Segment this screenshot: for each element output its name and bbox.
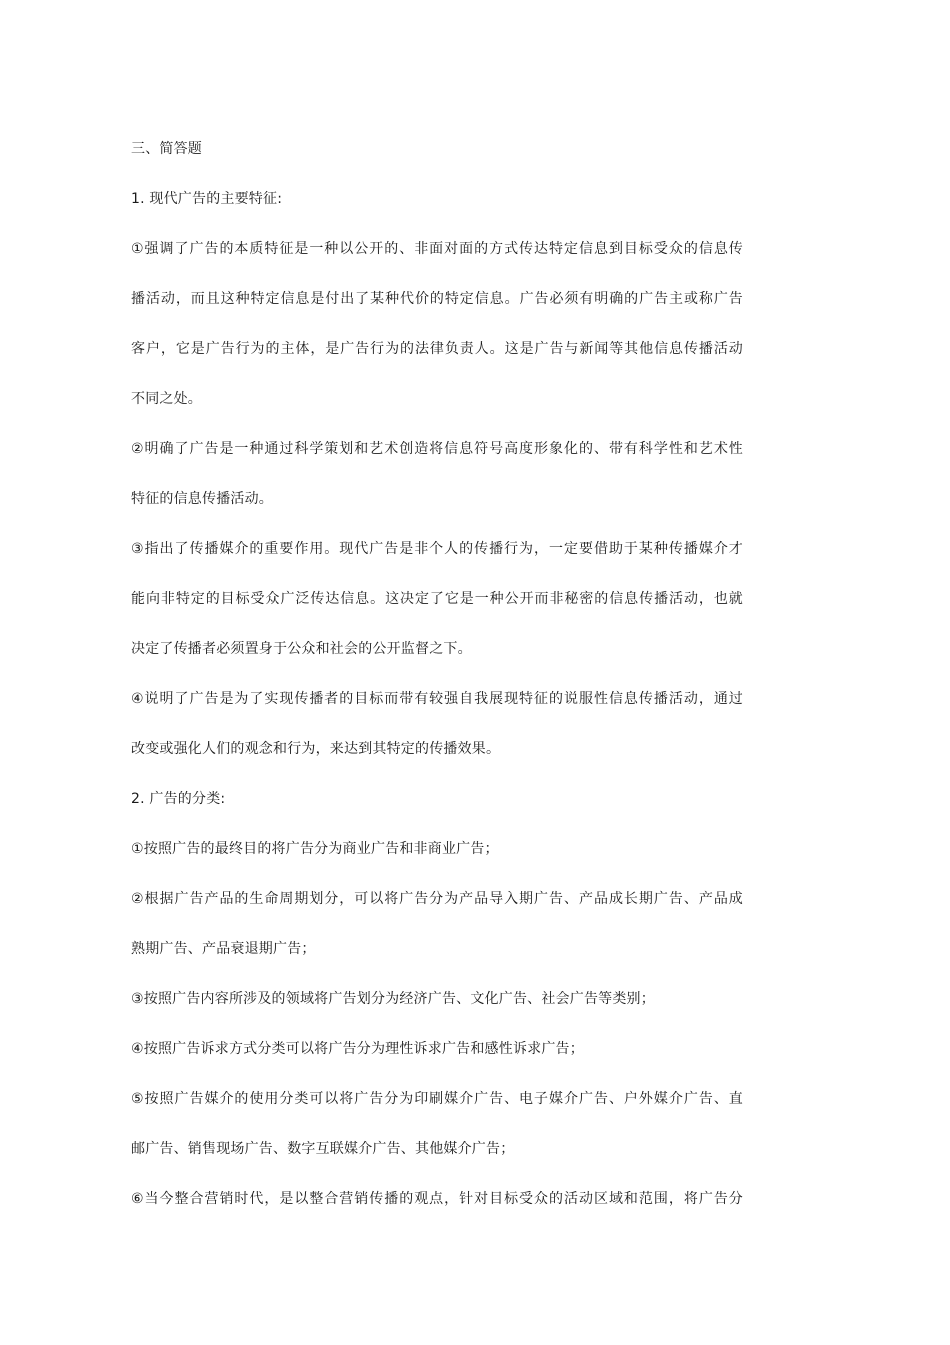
paragraph-line: ①按照广告的最终目的将广告分为商业广告和非商业广告； — [131, 841, 499, 857]
paragraph-line: 能向非特定的目标受众广泛传达信息。这决定了它是一种公开而非秘密的信息传播活动，也就 — [131, 591, 743, 607]
paragraph-line: 熟期广告、产品衰退期广告； — [131, 941, 316, 957]
paragraph-line: ②明确了广告是一种通过科学策划和艺术创造将信息符号高度形象化的、带有科学性和艺术性 — [131, 441, 743, 457]
paragraph-line: ④说明了广告是为了实现传播者的目标而带有较强自我展现特征的说服性信息传播活动，通过 — [131, 691, 743, 707]
paragraph-line: 特征的信息传播活动。 — [131, 491, 273, 507]
paragraph-line: 播活动，而且这种特定信息是付出了某种代价的特定信息。广告必须有明确的广告主或称广告 — [131, 291, 743, 307]
question-1-heading: 1. 现代广告的主要特征: — [131, 191, 283, 207]
document-body — [131, 124, 743, 1224]
paragraph-line: 决定了传播者必须置身于公众和社会的公开监督之下。 — [131, 641, 472, 657]
paragraph-line: ①强调了广告的本质特征是一种以公开的、非面对面的方式传达特定信息到目标受众的信息传 — [131, 241, 743, 257]
paragraph-line: 不同之处。 — [131, 391, 202, 407]
paragraph-line: 邮广告、销售现场广告、数字互联媒介广告、其他媒介广告； — [131, 1141, 515, 1157]
paragraph-line: ⑤按照广告媒介的使用分类可以将广告分为印刷媒介广告、电子媒介广告、户外媒介广告、直 — [131, 1091, 743, 1107]
question-2-heading: 2. 广告的分类: — [131, 791, 226, 807]
paragraph-line: ⑥当今整合营销时代，是以整合营销传播的观点，针对目标受众的活动区域和范围，将广告分 — [131, 1191, 743, 1207]
paragraph-line: ③按照广告内容所涉及的领域将广告划分为经济广告、文化广告、社会广告等类别； — [131, 991, 655, 1007]
section-heading: 三、简答题 — [131, 141, 202, 157]
paragraph-line: ③指出了传播媒介的重要作用。现代广告是非个人的传播行为，一定要借助于某种传播媒介才 — [131, 541, 743, 557]
paragraph-line: 客户，它是广告行为的主体，是广告行为的法律负责人。这是广告与新闻等其他信息传播活动 — [131, 341, 743, 357]
paragraph-line: ②根据广告产品的生命周期划分，可以将广告分为产品导入期广告、产品成长期广告、产品成 — [131, 891, 743, 907]
paragraph-line: ④按照广告诉求方式分类可以将广告分为理性诉求广告和感性诉求广告； — [131, 1041, 584, 1057]
paragraph-line: 改变或强化人们的观念和行为，来达到其特定的传播效果。 — [131, 741, 501, 757]
